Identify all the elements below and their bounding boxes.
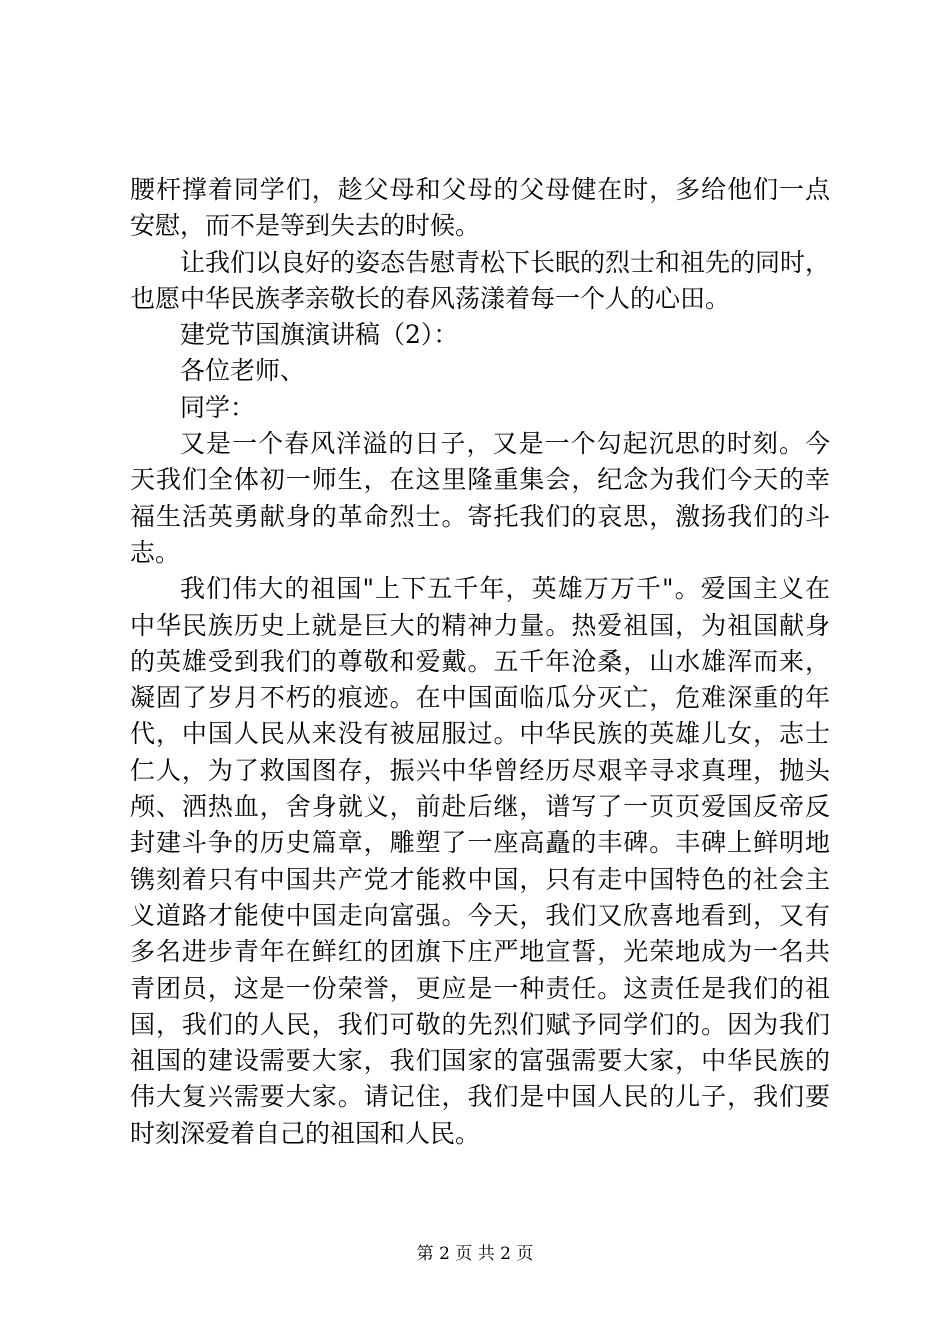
text-line: 青团员，这是一份荣誉，更应是一种责任。这责任是我们的祖 [130, 973, 830, 1003]
text-line: 福生活英勇献身的革命烈士。寄托我们的哀思，激扬我们的斗 [130, 501, 830, 531]
text-line: 国，我们的人民，我们可敬的先烈们赋予同学们的。因为我们 [130, 1009, 830, 1039]
text-line: 的英雄受到我们的尊敬和爱戴。五千年沧桑，山水雄浑而来， [130, 646, 830, 676]
text-line: 代，中国人民从来没有被屈服过。中华民族的英雄儿女，志士 [130, 719, 830, 749]
text-line: 时刻深爱着自己的祖国和人民。 [130, 1118, 481, 1148]
page-footer: 第 2 页 共 2 页 [416, 1244, 534, 1264]
text-line: 封建斗争的历史篇章，雕塑了一座高矗的丰碑。丰碑上鲜明地 [130, 828, 830, 858]
text-line: 让我们以良好的姿态告慰青松下长眠的烈士和祖先的同时， [180, 247, 831, 277]
text-line: 天我们全体初一师生，在这里隆重集会，纪念为我们今天的幸 [130, 465, 830, 495]
text-line: 腰杆撑着同学们，趁父母和父母的父母健在时，多给他们一点 [130, 175, 830, 204]
text-line: 各位老师、 [180, 356, 306, 386]
text-line: 祖国的建设需要大家，我们国家的富强需要大家，中华民族的 [130, 1046, 830, 1076]
text-line: 也愿中华民族孝亲敬长的春风荡漾着每一个人的心田。 [130, 283, 731, 313]
document-body [130, 172, 830, 1152]
text-line: 凝固了岁月不朽的痕迹。在中国面临瓜分灭亡，危难深重的年 [130, 683, 830, 713]
text-line: 建党节国旗演讲稿（2）： [180, 320, 459, 350]
text-line: 义道路才能使中国走向富强。今天，我们又欣喜地看到，又有 [130, 900, 830, 930]
text-line: 中华民族历史上就是巨大的精神力量。热爱祖国，为祖国献身 [130, 610, 830, 640]
text-line: 又是一个春风洋溢的日子，又是一个勾起沉思的时刻。今 [180, 429, 830, 459]
text-line: 颅、洒热血，舍身就义，前赴后继，谱写了一页页爱国反帝反 [130, 792, 830, 822]
text-line: 伟大复兴需要大家。请记住，我们是中国人民的儿子，我们要 [130, 1082, 830, 1112]
text-line: 仁人，为了救国图存，振兴中华曾经历尽艰辛寻求真理，抛头 [130, 755, 830, 785]
text-line: 镌刻着只有中国共产党才能救中国，只有走中国特色的社会主 [130, 864, 830, 894]
text-line: 志。 [130, 537, 181, 567]
text-line: 多名进步青年在鲜红的团旗下庄严地宣誓，光荣地成为一名共 [130, 937, 830, 967]
text-line: 我们伟大的祖国"上下五千年，英雄万万千"。爱国主义在 [180, 574, 830, 604]
text-line: 安慰，而不是等到失去的时候。 [130, 211, 481, 241]
text-line: 同学： [180, 392, 256, 422]
